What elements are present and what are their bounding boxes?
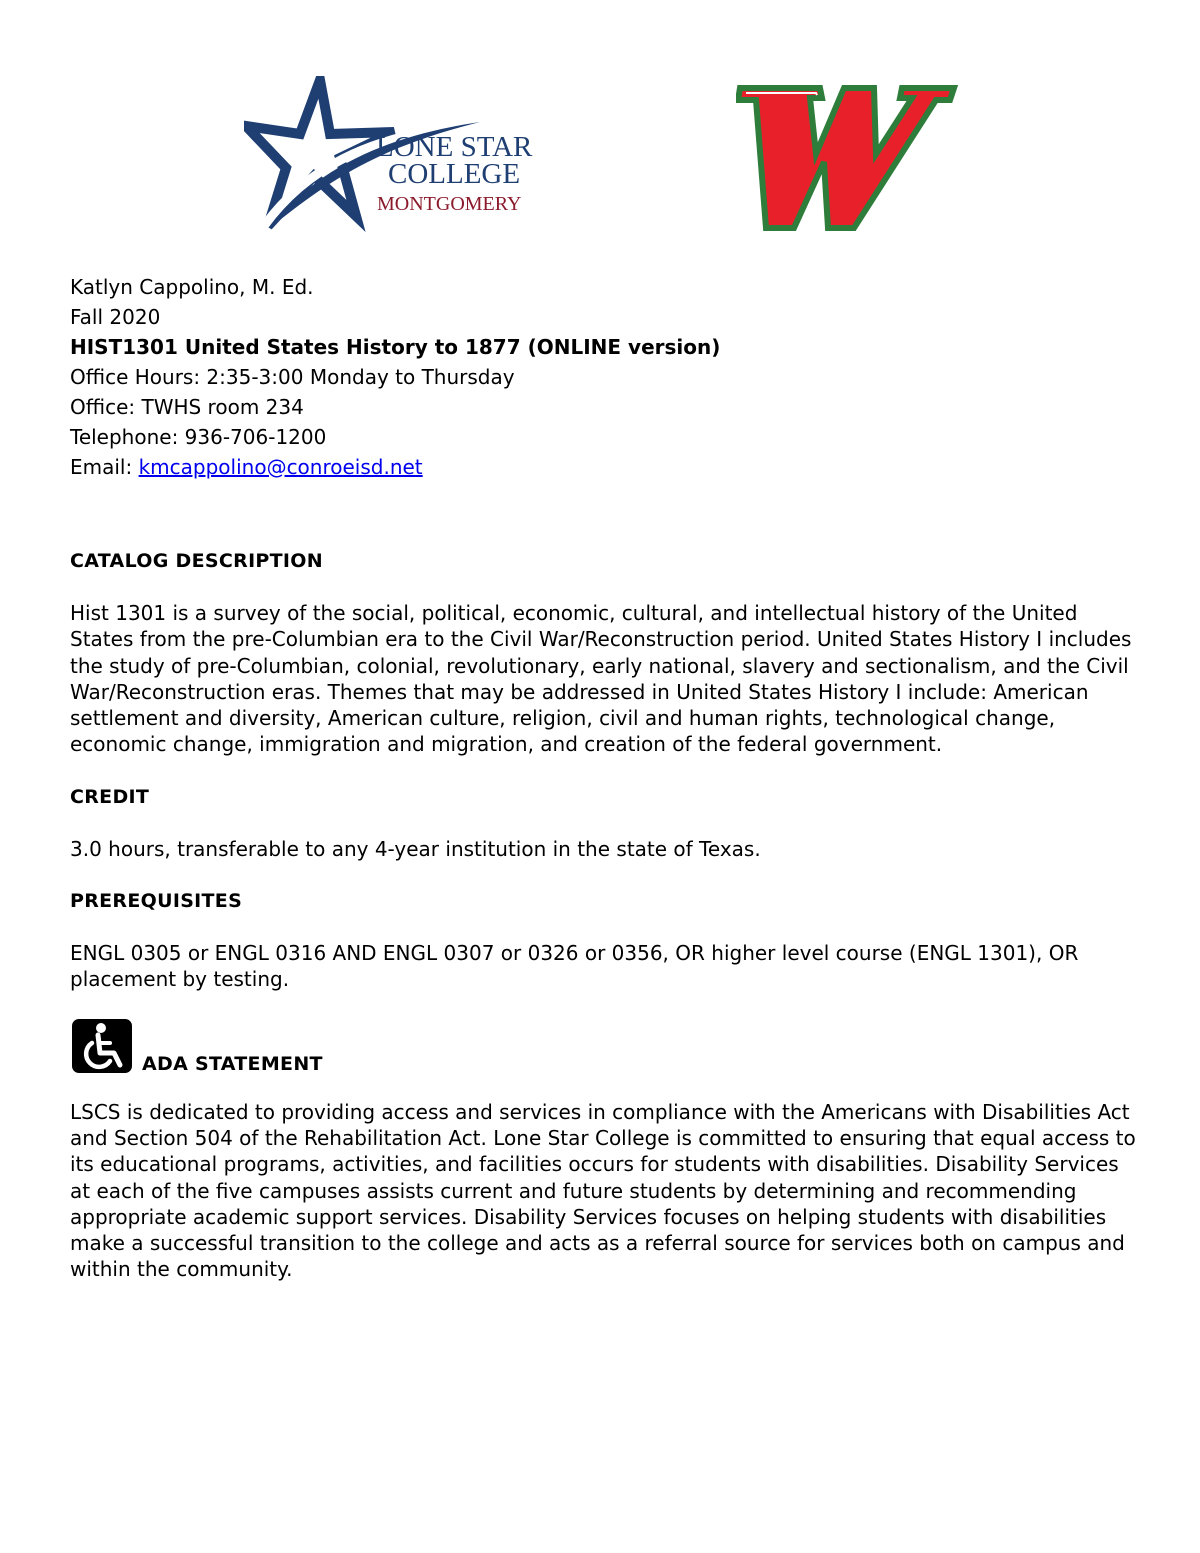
logo-bar xyxy=(0,76,1200,236)
ada-heading: ADA STATEMENT xyxy=(142,1052,323,1075)
course-title: HIST1301 United States History to 1877 (ONLINE version) xyxy=(70,335,721,359)
prerequisites-heading: PREREQUISITES xyxy=(70,890,243,913)
catalog-description: Hist 1301 is a survey of the social, political, economic, cultural, and intellectual history of the United States from the pre-Columbian era to the Civil War/Reconstruction period. United States History I includes the study of pre-Columbian, colonial, revolutionary, early national, slavery and sectionalism, and the Civil War/Reconstruction eras. Themes that may be addressed in United States History I include: American settlement and diversity, American culture, religion, civil and human rights, technological change, economic change, immigration and migration, and creation of the federal government. xyxy=(70,601,1132,757)
term: Fall 2020 xyxy=(70,305,161,329)
syllabus-content xyxy=(70,272,1140,1283)
logo-line3: MONTGOMERY xyxy=(377,193,522,215)
telephone: Telephone: 936-706-1200 xyxy=(70,425,327,449)
email-link[interactable]: kmcappolino@conroeisd.net xyxy=(138,455,423,479)
logo-line1: LONE STAR xyxy=(376,131,533,163)
lone-star-college-montgomery-logo xyxy=(244,76,544,232)
w-logo xyxy=(736,84,958,232)
instructor-name: Katlyn Cappolino, M. Ed. xyxy=(70,275,314,299)
wheelchair-icon xyxy=(72,1019,132,1073)
email-line xyxy=(70,452,1140,482)
email-label: Email: xyxy=(70,455,139,479)
logo-line2: COLLEGE xyxy=(388,158,521,190)
prerequisites-text: ENGL 0305 or ENGL 0316 AND ENGL 0307 or 0326 or 0356, OR higher level course (ENGL 1301), OR placement by testing. xyxy=(70,941,1079,992)
catalog-heading: CATALOG DESCRIPTION xyxy=(70,550,323,572)
ada-heading-row xyxy=(70,1019,1140,1075)
office-location: Office: TWHS room 234 xyxy=(70,395,304,419)
credit-text: 3.0 hours, transferable to any 4-year institution in the state of Texas. xyxy=(70,836,761,861)
office-hours: Office Hours: 2:35-3:00 Monday to Thursday xyxy=(70,365,515,389)
credit-heading: CREDIT xyxy=(70,785,150,808)
ada-statement: LSCS is dedicated to providing access and services in compliance with the Americans with Disabilities Act and Section 504 of the Rehabilitation Act. Lone Star College is committed to ensuring that equal access to its educational programs, activities, and facilities occurs for students with disabilities. Disability Services at each of the five campuses assists current and future students by determining and recommending appropriate academic support services. Disability Services focuses on helping students with disabilities make a successful transition to the college and acts as a referral source for services both on campus and within the community. xyxy=(70,1099,1136,1282)
